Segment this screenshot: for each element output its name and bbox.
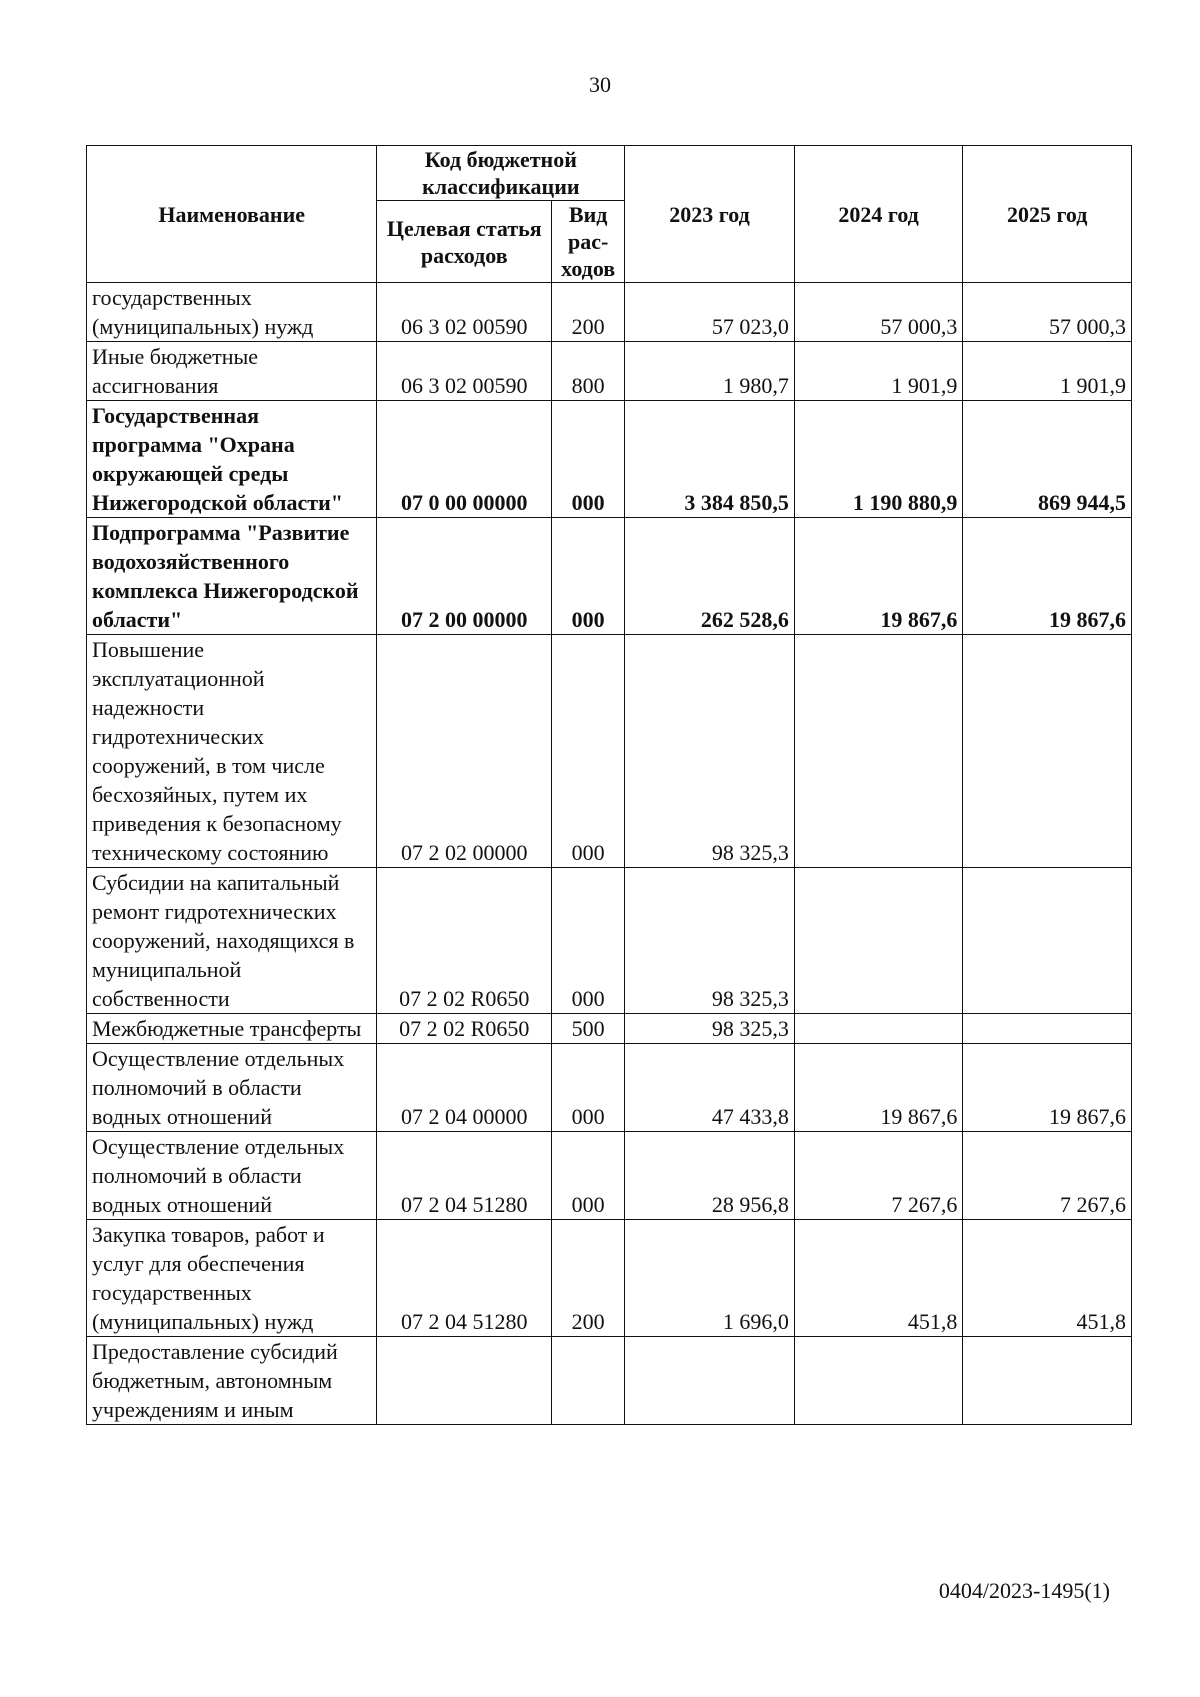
row-value-2023: 57 023,0 xyxy=(625,283,795,342)
row-value-2024 xyxy=(794,1337,963,1425)
row-value-2025: 19 867,6 xyxy=(963,1044,1132,1132)
header-expense-type: Вид рас- ходов xyxy=(552,201,625,283)
header-2023: 2023 год xyxy=(625,146,795,283)
row-value-2025 xyxy=(963,635,1132,868)
row-value-2023: 98 325,3 xyxy=(625,1014,795,1044)
document-code: 0404/2023-1495(1) xyxy=(938,1578,1110,1603)
row-value-2023: 262 528,6 xyxy=(625,518,795,635)
header-code-group: Код бюджетной классификации xyxy=(377,146,625,201)
header-2024: 2024 год xyxy=(794,146,963,283)
row-target-article: 07 2 04 51280 xyxy=(377,1220,552,1337)
row-expense-type: 000 xyxy=(552,1044,625,1132)
row-value-2024: 1 190 880,9 xyxy=(794,401,963,518)
row-target-article xyxy=(377,1337,552,1425)
row-name: Государственная программа "Охрана окружающей среды Нижегородской области" xyxy=(87,401,377,518)
budget-table xyxy=(86,145,1132,1425)
table-row xyxy=(87,1044,1132,1132)
row-value-2023: 98 325,3 xyxy=(625,868,795,1014)
row-target-article: 07 2 04 00000 xyxy=(377,1044,552,1132)
row-value-2023 xyxy=(625,1337,795,1425)
row-value-2025 xyxy=(963,1014,1132,1044)
row-name: Осуществление отдельных полномочий в области водных отношений xyxy=(87,1132,377,1220)
row-name: Закупка товаров, работ и услуг для обеспечения государственных (муниципальных) нужд xyxy=(87,1220,377,1337)
table-row xyxy=(87,342,1132,401)
row-target-article: 07 2 02 00000 xyxy=(377,635,552,868)
header-name: Наименование xyxy=(87,146,377,283)
row-value-2025: 57 000,3 xyxy=(963,283,1132,342)
table-row xyxy=(87,1014,1132,1044)
table-row xyxy=(87,868,1132,1014)
row-value-2024: 7 267,6 xyxy=(794,1132,963,1220)
row-value-2024: 19 867,6 xyxy=(794,518,963,635)
row-expense-type: 000 xyxy=(552,1132,625,1220)
row-value-2024: 57 000,3 xyxy=(794,283,963,342)
row-value-2025 xyxy=(963,1337,1132,1425)
row-value-2025: 1 901,9 xyxy=(963,342,1132,401)
table-header xyxy=(87,146,1132,283)
row-value-2024: 19 867,6 xyxy=(794,1044,963,1132)
row-expense-type: 000 xyxy=(552,518,625,635)
page-number: 30 xyxy=(589,72,611,97)
table-row xyxy=(87,283,1132,342)
row-value-2023: 3 384 850,5 xyxy=(625,401,795,518)
row-name: Иные бюджетные ассигнования xyxy=(87,342,377,401)
row-target-article: 07 2 02 R0650 xyxy=(377,1014,552,1044)
row-value-2025: 451,8 xyxy=(963,1220,1132,1337)
row-target-article: 07 2 02 R0650 xyxy=(377,868,552,1014)
table-row xyxy=(87,401,1132,518)
row-expense-type: 500 xyxy=(552,1014,625,1044)
row-value-2024 xyxy=(794,1014,963,1044)
table-row xyxy=(87,1132,1132,1220)
row-name: государственных (муниципальных) нужд xyxy=(87,283,377,342)
table-row xyxy=(87,1337,1132,1425)
row-name: Предоставление субсидий бюджетным, автономным учреждениям и иным xyxy=(87,1337,377,1425)
row-value-2024 xyxy=(794,868,963,1014)
header-2025: 2025 год xyxy=(963,146,1132,283)
row-value-2023: 28 956,8 xyxy=(625,1132,795,1220)
table-row xyxy=(87,1220,1132,1337)
row-name: Повышение эксплуатационной надежности гидротехнических сооружений, в том числе бесхозяйных, путем их приведения к безопасному техническому состоянию xyxy=(87,635,377,868)
row-value-2024: 451,8 xyxy=(794,1220,963,1337)
row-name: Подпрограмма "Развитие водохозяйственного комплекса Нижегородской области" xyxy=(87,518,377,635)
row-value-2025: 7 267,6 xyxy=(963,1132,1132,1220)
row-target-article: 07 0 00 00000 xyxy=(377,401,552,518)
row-expense-type: 200 xyxy=(552,1220,625,1337)
row-value-2025: 19 867,6 xyxy=(963,518,1132,635)
table-row xyxy=(87,635,1132,868)
row-value-2023: 1 696,0 xyxy=(625,1220,795,1337)
row-target-article: 07 2 00 00000 xyxy=(377,518,552,635)
row-value-2025 xyxy=(963,868,1132,1014)
header-target-article: Целевая статья расходов xyxy=(377,201,552,283)
row-expense-type: 200 xyxy=(552,283,625,342)
row-value-2025: 869 944,5 xyxy=(963,401,1132,518)
row-name: Осуществление отдельных полномочий в области водных отношений xyxy=(87,1044,377,1132)
row-expense-type: 800 xyxy=(552,342,625,401)
row-expense-type: 000 xyxy=(552,635,625,868)
row-value-2023: 1 980,7 xyxy=(625,342,795,401)
row-value-2024 xyxy=(794,635,963,868)
row-name: Межбюджетные трансферты xyxy=(87,1014,377,1044)
row-value-2023: 98 325,3 xyxy=(625,635,795,868)
row-name: Субсидии на капитальный ремонт гидротехнических сооружений, находящихся в муниципальной собственности xyxy=(87,868,377,1014)
row-expense-type xyxy=(552,1337,625,1425)
row-expense-type: 000 xyxy=(552,401,625,518)
table-row xyxy=(87,518,1132,635)
row-expense-type: 000 xyxy=(552,868,625,1014)
row-value-2024: 1 901,9 xyxy=(794,342,963,401)
row-value-2023: 47 433,8 xyxy=(625,1044,795,1132)
table-body xyxy=(87,283,1132,1425)
row-target-article: 07 2 04 51280 xyxy=(377,1132,552,1220)
row-target-article: 06 3 02 00590 xyxy=(377,283,552,342)
row-target-article: 06 3 02 00590 xyxy=(377,342,552,401)
